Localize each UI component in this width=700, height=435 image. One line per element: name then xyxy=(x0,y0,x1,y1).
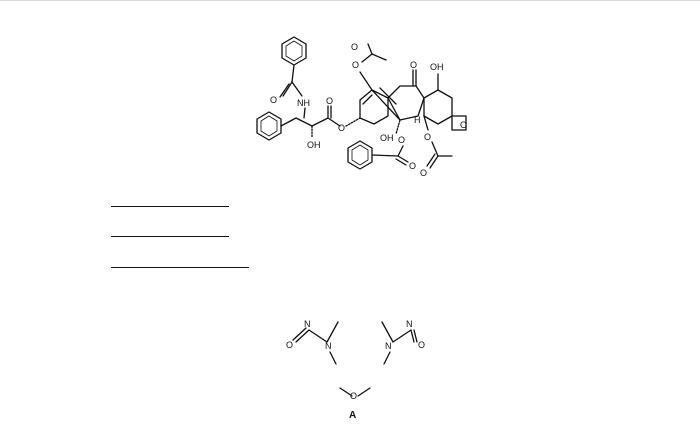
svg-text:O: O xyxy=(352,60,360,70)
svg-text:N: N xyxy=(406,319,413,329)
svg-text:N: N xyxy=(304,319,311,329)
svg-text:OH: OH xyxy=(380,133,394,143)
svg-text:N: N xyxy=(325,341,332,351)
svg-text:O: O xyxy=(286,340,294,350)
svg-text:O: O xyxy=(409,161,417,171)
svg-text:O: O xyxy=(460,120,468,130)
svg-text:O: O xyxy=(338,123,346,133)
svg-text:O: O xyxy=(351,42,359,52)
svg-text:O: O xyxy=(410,60,418,70)
svg-text:O: O xyxy=(398,135,406,145)
svg-text:NH: NH xyxy=(297,98,310,108)
svg-text:O: O xyxy=(270,95,278,105)
svg-text:O: O xyxy=(350,391,358,401)
svg-text:N: N xyxy=(385,341,392,351)
svg-text:O: O xyxy=(424,132,432,142)
svg-text:OH: OH xyxy=(430,62,444,72)
svg-text:H: H xyxy=(414,115,421,125)
svg-text:O: O xyxy=(418,340,426,350)
compound-label: A xyxy=(349,410,357,421)
svg-text:OH: OH xyxy=(307,140,321,150)
svg-text:O: O xyxy=(326,96,334,106)
svg-text:O: O xyxy=(420,168,428,178)
